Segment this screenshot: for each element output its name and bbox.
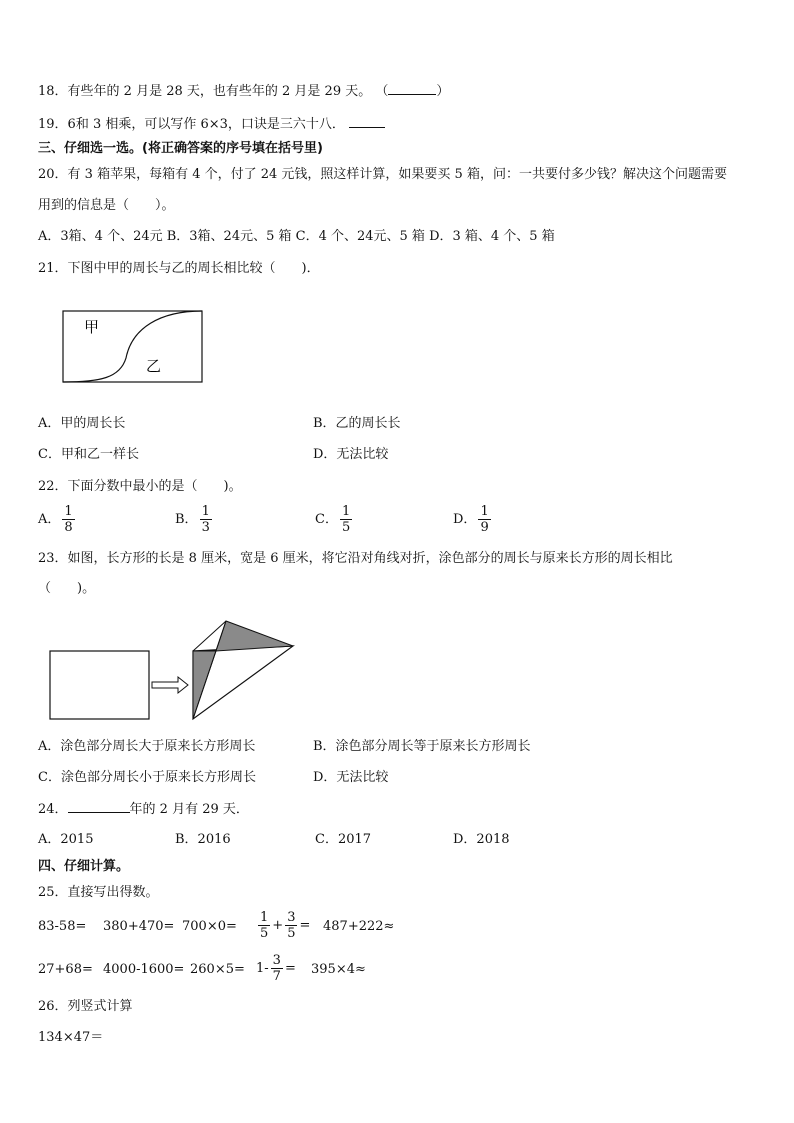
calc-8: 260×5= [190,962,245,977]
question-24-option-c: C．2017 [315,832,372,847]
figure-folded-rectangle [48,616,298,722]
question-26-expression: 134×47＝ [38,1030,104,1045]
question-23-option-a: A．涂色部分周长大于原来长方形周长 [38,739,256,754]
question-24-option-d: D．2018 [453,832,510,847]
question-22: 22．下面分数中最小的是（ )。 [38,479,242,494]
question-25: 25．直接写出得数。 [38,885,159,900]
question-24-option-a: A．2015 [38,832,94,847]
answer-blank[interactable] [68,800,130,813]
calc-9: 1- $\frac{3}{7}$ = [256,953,296,984]
calc-3: 700×0= [182,919,237,934]
question-22-option-d: D． $\frac{1}{9}$ [453,504,489,535]
question-21-option-c: C．甲和乙一样长 [38,447,139,462]
label-jia: 甲 [84,318,100,336]
shaded-top [216,621,293,651]
question-22-option-a: A． $\frac{1}{8}$ [38,504,73,535]
question-18: 18．有些年的 2 月是 28 天，也有些年的 2 月是 29 天。 （ ） [38,84,450,99]
figure-jia-yi [60,308,206,386]
label-yi: 乙 [146,357,162,375]
question-22-option-c: C． $\frac{1}{5}$ [315,504,351,535]
question-24: 24． 年的 2 月有 29 天． [38,802,249,817]
question-24-option-b: B．2016 [175,832,231,847]
question-20-line2: 用到的信息是（ ）。 [38,198,175,213]
question-20-options: A．3箱、4 个、24元 B．3箱、24元、5 箱 C．4 个、24元、5 箱 D．3 箱、4 个、5 箱 [38,229,555,244]
answer-blank[interactable] [388,82,436,95]
question-19: 19．6和 3 相乘，可以写作 6×3，口诀是三六十八． [38,115,385,134]
question-21-option-a: A．甲的周长长 [38,416,126,431]
question-23-option-b: B．涂色部分周长等于原来长方形周长 [313,739,531,754]
calc-10: 395×4≈ [311,962,366,977]
question-26: 26．列竖式计算 [38,999,133,1014]
question-20-line1: 20．有 3 箱苹果，每箱有 4 个，付了 24 元钱，照这样计算，如果要买 5 箱，问：一共要付多少钱？解决这个问题需要 [38,167,727,182]
original-rectangle [50,651,149,719]
question-21-option-b: B．乙的周长长 [313,416,401,431]
answer-blank[interactable] [349,115,385,128]
question-23-option-d: D．无法比较 [313,770,389,785]
section-4-heading: 四、仔细计算。 [38,859,130,874]
question-22-option-b: B． $\frac{1}{3}$ [175,504,210,535]
calc-4: $\frac{1}{5}$ + $\frac{3}{5}$ = [260,910,311,941]
arrow-icon [152,677,188,693]
calc-5: 487+222≈ [323,919,395,934]
question-21-option-d: D．无法比较 [313,447,389,462]
question-21: 21．下图中甲的周长与乙的周长相比较（ )． [38,261,320,276]
calc-6: 27+68= [38,962,93,977]
calc-7: 4000-1600= [103,962,185,977]
calc-2: 380+470= [103,919,175,934]
question-23-line1: 23．如图，长方形的长是 8 厘米，宽是 6 厘米，将它沿对角线对折，涂色部分的周长与原来长方形的周长相比 [38,551,673,566]
calc-1: 83-58= [38,919,87,934]
question-23-line2: （ )。 [38,581,96,596]
question-23-option-c: C．涂色部分周长小于原来长方形周长 [38,770,256,785]
section-3-heading: 三、仔细选一选。(将正确答案的序号填在括号里) [38,141,323,156]
